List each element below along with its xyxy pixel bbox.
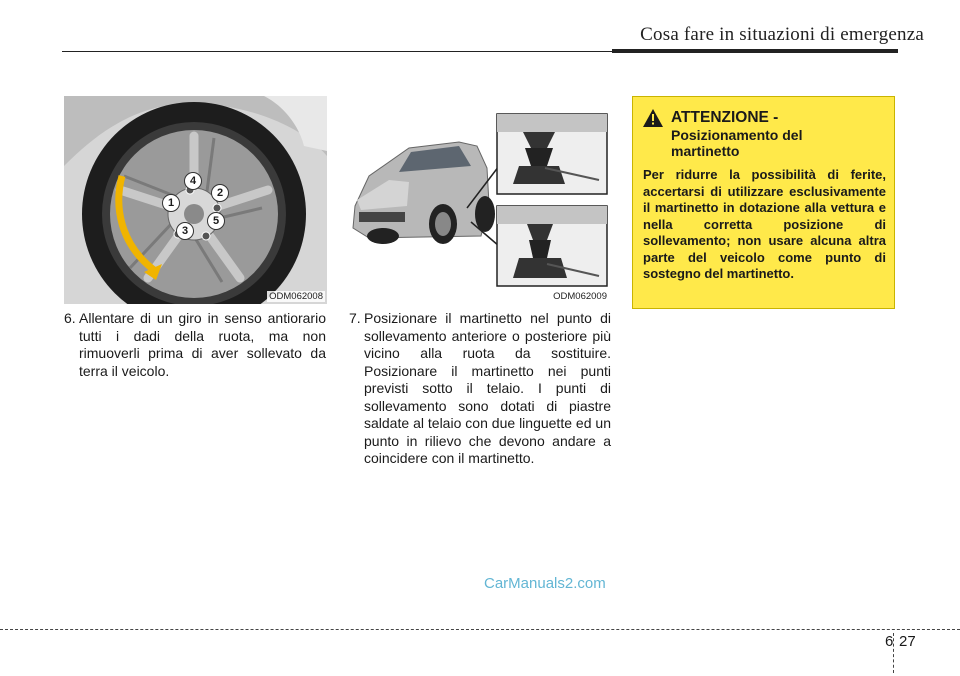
step-number: 6. bbox=[64, 310, 76, 326]
page-number: 27 bbox=[899, 633, 916, 650]
instruction-step-6 bbox=[64, 310, 326, 380]
car-jack-illustration bbox=[349, 96, 611, 304]
nut-label-3: 3 bbox=[176, 222, 194, 240]
nut-label-2: 2 bbox=[211, 184, 229, 202]
instruction-step-7 bbox=[349, 310, 611, 468]
step-text: Allentare di un giro in senso antiorario tutti i dadi della ruota, ma non rimuoverli prima di aver sollevato da terra il veicolo. bbox=[79, 310, 326, 379]
nut-label-1: 1 bbox=[162, 194, 180, 212]
page-header-title: Cosa fare in situazioni di emergenza bbox=[640, 24, 924, 45]
warning-triangle-icon bbox=[643, 109, 663, 127]
footer-rule bbox=[0, 629, 960, 630]
warning-title: ATTENZIONE - bbox=[671, 109, 779, 126]
step-text: Posizionare il martinetto nel punto di sollevamento anteriore o posteriore più vicino alla ruota da sostituire. Posizionare il martinetto nei punti previsti sotto il telaio. I punti di sollevamento sono dotati di piastre saldate al telaio con due linguette ed un punto in rilievo che devono andare a coincidere con il martinetto. bbox=[364, 310, 611, 466]
jack-figure bbox=[349, 96, 611, 304]
warning-box bbox=[632, 96, 895, 309]
nut-label-4: 4 bbox=[184, 172, 202, 190]
wheel-illustration bbox=[64, 96, 327, 304]
header-rule-thick bbox=[612, 49, 898, 53]
wheel-figure bbox=[64, 96, 327, 304]
warning-subtitle: Posizionamento del martinetto bbox=[671, 127, 803, 159]
warning-body: Per ridurre la possibilità di ferite, accertarsi di utilizzare esclusivamente il martinetto in dotazione alla vettura e nella corretta posizione di sollevamento; non usare alcuna altra parte del veicolo come punto di sostegno del martinetto. bbox=[643, 167, 886, 281]
nut-label-5: 5 bbox=[207, 212, 225, 230]
section-number: 6 bbox=[885, 633, 894, 650]
figure-caption-car: ODM062009 bbox=[553, 291, 607, 302]
figure-caption-wheel: ODM062008 bbox=[269, 291, 323, 302]
watermark-link[interactable]: CarManuals2.com bbox=[484, 575, 606, 592]
step-number: 7. bbox=[349, 310, 361, 326]
